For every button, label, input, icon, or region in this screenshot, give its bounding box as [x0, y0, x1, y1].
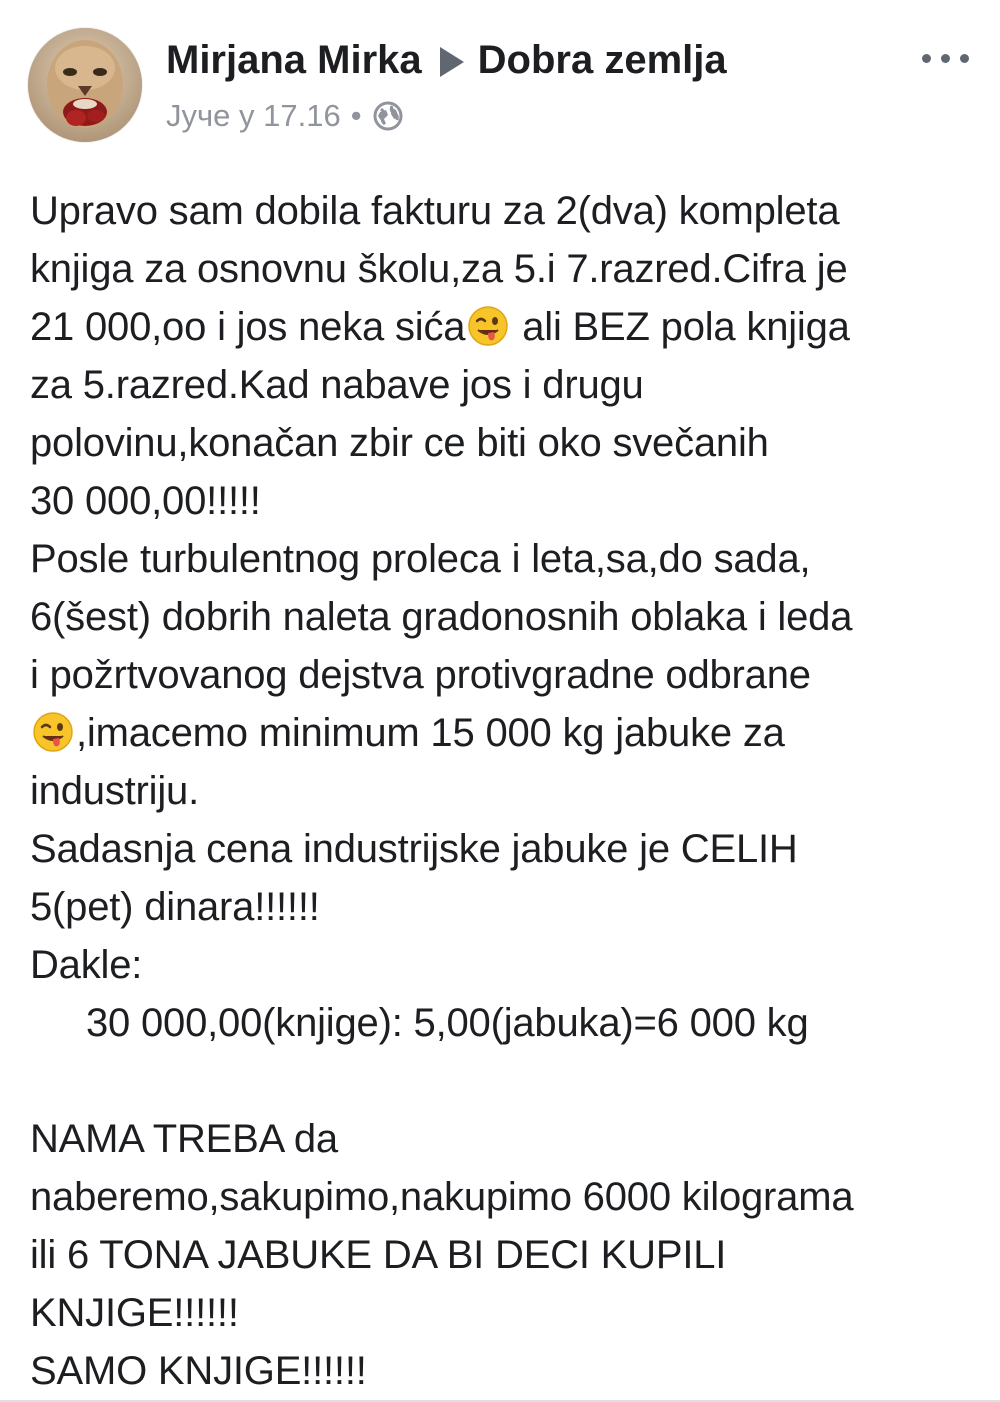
arrow-right-icon — [440, 47, 464, 77]
post-blank-line — [30, 1052, 985, 1110]
more-dots-icon — [960, 54, 969, 63]
post-text-line: KNJIGE!!!!!! — [30, 1291, 239, 1335]
post-body — [30, 182, 985, 1400]
meta-separator: • — [350, 98, 362, 133]
post-text-line: NAMA TREBA da — [30, 1117, 338, 1161]
author-avatar[interactable] — [28, 28, 142, 142]
post-text-line: Sadasnja cena industrijske jabuke je CELIH — [30, 827, 798, 871]
post-text-line: za 5.razred.Kad nabave jos i drugu — [30, 363, 644, 407]
post-text-line: 30 000,00!!!!! — [30, 479, 261, 523]
group-name-link[interactable]: Dobra zemlja — [477, 38, 727, 82]
post-timestamp[interactable]: Јуче у 17.16 — [166, 98, 341, 133]
post-meta — [166, 96, 908, 142]
winking-face-tongue-icon — [32, 711, 74, 753]
post-text-segment: ,imacemo minimum 15 000 kg jabuke za — [76, 711, 785, 755]
post-header — [28, 28, 978, 148]
more-options-button[interactable] — [918, 44, 974, 74]
more-dots-icon — [941, 54, 950, 63]
winking-face-tongue-icon — [467, 305, 509, 347]
post-text-line: Dakle: — [30, 943, 143, 987]
post-text-segment: ali BEZ pola knjiga — [511, 305, 850, 349]
post-text-segment: 21 000,oo i jos neka sića — [30, 305, 466, 349]
post-text-line: Posle turbulentnog proleca i leta,sa,do sada, — [30, 537, 811, 581]
post-text-line: 6(šest) dobrih naleta gradonosnih oblaka i leda — [30, 595, 853, 639]
post-text-line: knjiga za osnovnu školu,za 5.i 7.razred.Cifra je — [30, 247, 848, 291]
post-text-line: Upravo sam dobila fakturu za 2(dva) kompleta — [30, 189, 840, 233]
post-text-line: i požrtvovanog dejstva protivgradne odbrane — [30, 653, 811, 697]
post-text-line: 5(pet) dinara!!!!!! — [30, 885, 320, 929]
lioness-avatar-icon — [28, 28, 142, 142]
post-text-line: industriju. — [30, 769, 199, 813]
post-text-line: polovinu,konačan zbir ce biti oko svečanih — [30, 421, 769, 465]
author-name-link[interactable]: Mirjana Mirka — [166, 38, 422, 82]
post-text-line: SAMO KNJIGE!!!!!! — [30, 1349, 367, 1393]
post-text-line: 30 000,00(knjige): 5,00(jabuka)=6 000 kg — [86, 1001, 809, 1045]
post-text-line: ili 6 TONA JABUKE DA BI DECI KUPILI — [30, 1233, 727, 1277]
globe-icon[interactable] — [372, 100, 404, 142]
header-text — [166, 34, 908, 142]
more-dots-icon — [922, 54, 931, 63]
post-text-line: naberemo,sakupimo,nakupimo 6000 kilograma — [30, 1175, 854, 1219]
post-text-line — [30, 298, 985, 356]
post-title-line — [166, 34, 908, 86]
post-text-line — [30, 704, 985, 762]
